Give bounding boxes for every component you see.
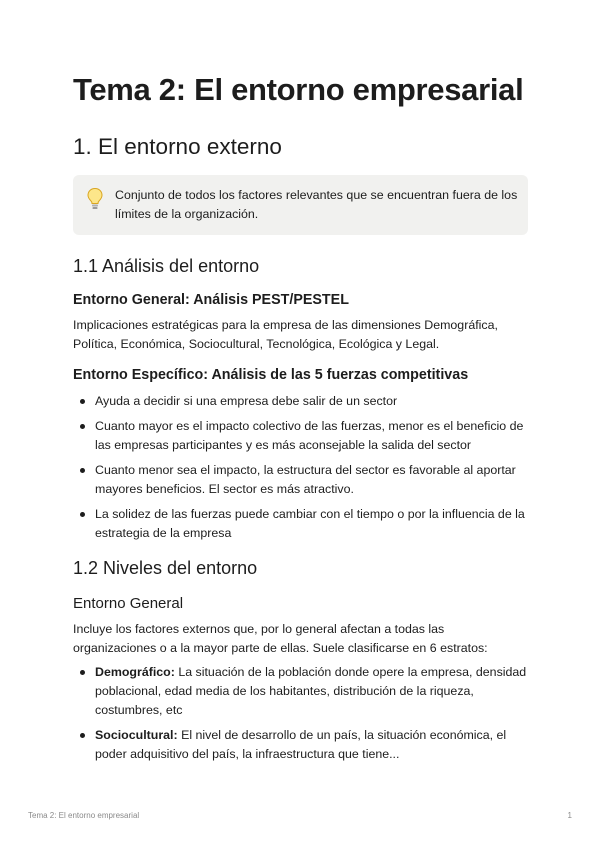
list-item: Cuanto mayor es el impacto colectivo de las fuerzas, menor es el beneficio de las empresas participantes y es más aconsejable la salida del sector	[73, 417, 528, 455]
list-item: Cuanto menor sea el impacto, la estructura del sector es favorable al aportar mayores beneficios. El sector es más atractivo.	[73, 461, 528, 499]
list-item: Demográfico: La situación de la población donde opere la empresa, densidad poblacional, edad media de los habitantes, distribución de la riqueza, costumbres, etc	[73, 663, 528, 720]
term-sociocultural: Sociocultural:	[95, 728, 178, 742]
bullet-icon	[80, 670, 85, 675]
bullet-icon	[80, 512, 85, 517]
bullet-icon	[80, 468, 85, 473]
heading-entorno-general: Entorno General	[73, 595, 184, 612]
lightbulb-icon	[86, 187, 104, 211]
footer-document-title: Tema 2: El entorno empresarial	[28, 811, 140, 820]
footer-page-number: 1	[567, 811, 572, 820]
bullet-icon	[80, 424, 85, 429]
list-item: La solidez de las fuerzas puede cambiar con el tiempo o por la influencia de la estrategia de la empresa	[73, 505, 528, 543]
callout-text: Conjunto de todos los factores relevantes que se encuentran fuera de los límites de la organización.	[115, 188, 518, 221]
list-item: Sociocultural: El nivel de desarrollo de un país, la situación económica, el poder adquisitivo del país, la infraestructura que tiene...	[73, 726, 528, 764]
definition-callout	[73, 175, 528, 235]
heading-entorno-general-pest: Entorno General: Análisis PEST/PESTEL	[73, 292, 349, 308]
pest-description: Implicaciones estratégicas para la empresa de las dimensiones Demográfica, Política, Económica, Sociocultural, Tecnológica, Ecológica y Legal.	[73, 318, 498, 351]
bullet-icon	[80, 733, 85, 738]
list-item: Ayuda a decidir si una empresa debe salir de un sector	[73, 392, 528, 411]
subsection-heading-analisis: 1.1 Análisis del entorno	[73, 256, 260, 276]
subsection-heading-niveles: 1.2 Niveles del entorno	[73, 558, 258, 578]
bullet-icon	[80, 399, 85, 404]
page-title: Tema 2: El entorno empresarial	[73, 72, 524, 107]
heading-entorno-especifico: Entorno Específico: Análisis de las 5 fuerzas competitivas	[73, 367, 469, 383]
estratos-list	[73, 663, 528, 770]
term-demografico: Demográfico:	[95, 665, 175, 679]
section-heading-entorno-externo: 1. El entorno externo	[73, 134, 282, 159]
cinco-fuerzas-list	[73, 392, 528, 549]
entorno-general-description: Incluye los factores externos que, por lo general afectan a todas las organizaciones o a la mayor parte de ellas. Suele clasificarse en 6 estratos:	[73, 622, 488, 655]
